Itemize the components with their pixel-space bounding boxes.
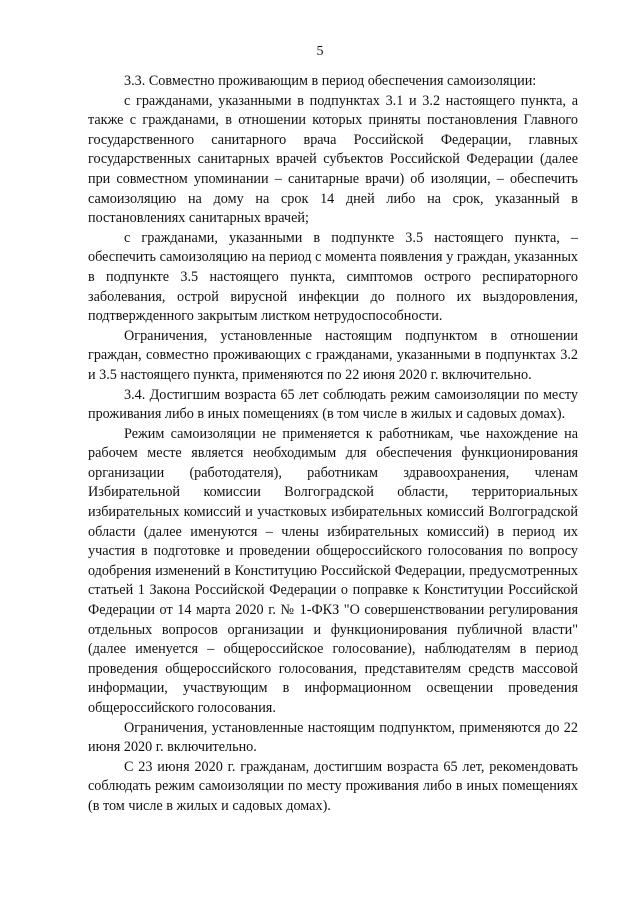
paragraph-restrictions-3-4: Ограничения, установленные настоящим подпунктом, применяются до 22 июня 2020 г. включительно. <box>88 719 578 756</box>
page-number: 5 <box>316 44 324 59</box>
paragraph-cohabitants-3-1-3-2: с гражданами, указанными в подпунктах 3.1 и 3.2 настоящего пункта, а также с гражданами, в отношении которых приняты постановления Главного государственного санитарного врача Российской Федерации, главных государственных санитарных врачей субъектов Российской Федерации (далее при совместном упоминании – санитарные врачи) об изоляции, – обеспечить самоизоляцию на дому на срок 14 дней либо на срок, указанный в постановлениях санитарных врачей; <box>88 92 578 227</box>
paragraph-restrictions-3-3: Ограничения, установленные настоящим подпунктом в отношении граждан, совместно проживающих с гражданами, указанными в подпунктах 3.2 и 3.5 настоящего пункта, применяются по 22 июня 2020 г. включительно. <box>88 327 578 383</box>
paragraph-cohabitants-3-5: с гражданами, указанными в подпункте 3.5 настоящего пункта, – обеспечить самоизоляцию на период с момента появления у граждан, указанных в подпункте 3.5 настоящего пункта, симптомов острого респираторного заболевания, острой вирусной инфекции до полного их выздоровления, подтвержденного закрытым листком нетрудоспособности. <box>88 229 578 325</box>
document-body <box>88 72 578 817</box>
paragraph-3-4-heading: 3.4. Достигшим возраста 65 лет соблюдать режим самоизоляции по месту проживания либо в иных помещениях (в том числе в жилых и садовых домах). <box>88 386 578 423</box>
paragraph-3-3-heading: 3.3. Совместно проживающим в период обеспечения самоизоляции: <box>124 73 537 89</box>
paragraph-recommendation: С 23 июня 2020 г. гражданам, достигшим возраста 65 лет, рекомендовать соблюдать режим самоизоляции по месту проживания либо в иных помещениях (в том числе в жилых и садовых домах). <box>88 758 578 814</box>
paragraph-exemptions: Режим самоизоляции не применяется к работникам, чье нахождение на рабочем месте является необходимым для обеспечения функционирования организации (работодателя), работникам здравоохранения, членам Избирательной комиссии Волгоградской области, территориальных избирательных комиссий и участковых избирательных комиссий Волгоградской области (далее именуются – члены избирательных комиссий) в период их участия в подготовке и проведении общероссийского голосования по вопросу одобрения изменений в Конституцию Российской Федерации, предусмотренных статьей 1 Закона Российской Федерации о поправке к Конституции Российской Федерации от 14 марта 2020 г. № 1-ФКЗ "О совершенствовании регулирования отдельных вопросов организации и функционирования публичной власти" (далее именуется – общероссийское голосование), наблюдателям в период проведения общероссийского голосования, представителям средств массовой информации, участвующим в информационном освещении проведения общероссийского голосования. <box>88 425 578 716</box>
